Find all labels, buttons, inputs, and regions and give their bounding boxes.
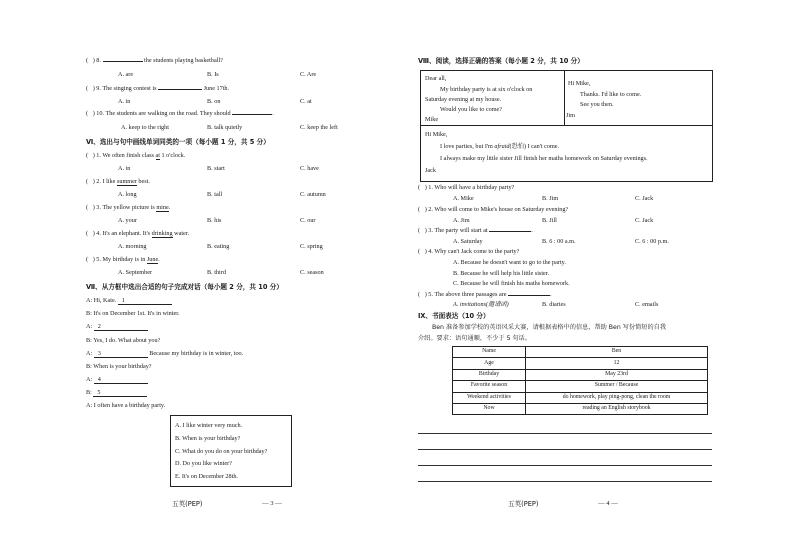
letter3-text: I love parties, but I'm [440, 143, 495, 150]
box-option-d: D. Do you like winter? [175, 460, 232, 467]
option-c: C. autumn [300, 191, 326, 198]
option-c: C. Jack [635, 217, 654, 224]
table-value: May 23rd [526, 369, 708, 380]
question-vi-1 [86, 153, 185, 160]
question-stem-end: . [158, 256, 160, 263]
letters-divider-horizontal [420, 125, 712, 126]
table-label: Birthday [453, 369, 526, 380]
dialogue-line-7 [86, 377, 148, 384]
table-row [453, 369, 708, 380]
question-stem: Who will have a birthday party? [434, 184, 515, 191]
letter1-signature: Mike [425, 116, 439, 123]
speaker: B: [86, 389, 92, 396]
letter2-line: Thanks. I'd like to come. [580, 91, 642, 98]
footer-subject: 五英(PEP) [172, 500, 203, 508]
question-number: ( ) 10. [86, 110, 106, 117]
question-number: ( ) 3. [418, 227, 435, 234]
option-b: B. diaries [542, 301, 566, 308]
question-viii-5: ( ) 5. The above three passages are . [418, 291, 552, 298]
dialogue-line-6 [86, 364, 152, 370]
option-a: A. Because he doesn't want to go to the party. [453, 259, 566, 266]
table-label: Age [453, 358, 526, 369]
underlined-word: drinking [151, 230, 173, 237]
dialogue-line-8 [86, 390, 147, 397]
option-b: B. Jim [542, 195, 559, 202]
writing-line[interactable] [418, 449, 712, 450]
section-vi-heading: Ⅵ、选出与句中画线单词同类的一项（每小题 1 分，共 5 分） [86, 138, 270, 146]
question-stem-end: water. [172, 230, 190, 237]
question-vi-4 [86, 231, 189, 238]
speaker: B: [86, 363, 92, 370]
blank-number: 3 [97, 350, 101, 357]
question-number: ( ) 1. [86, 152, 103, 159]
blank-number: 5 [97, 389, 101, 396]
table-row [453, 392, 708, 403]
dialogue-line-1 [86, 298, 172, 305]
speaker: A: [86, 376, 93, 383]
footer-page-number: — 3 — [262, 500, 282, 507]
answer-blank[interactable] [489, 231, 531, 232]
question-stem: We often finish class [102, 152, 156, 159]
option-b: B. third [207, 269, 226, 276]
question-stem: The party will start at [434, 227, 490, 234]
dialogue-blank[interactable] [94, 324, 148, 331]
table-label: Favorite season [453, 381, 526, 392]
dialogue-line-9 [86, 403, 165, 409]
dialogue-text: Hi, Kate. [93, 297, 118, 304]
question-stem: Why can't Jack come to the party? [434, 248, 520, 255]
letter3-signature: Jack [425, 167, 436, 174]
option-b: B. Because he will help his little sister. [453, 270, 550, 277]
option-b: B. Jill [542, 217, 557, 224]
letter1-line: Saturday evening at my house. [425, 96, 502, 103]
question-stem: The students are walking on the road. They should [105, 110, 233, 117]
option-a: A. in [118, 98, 131, 105]
question-stem: My birthday is in [102, 256, 147, 263]
question-stem: the students playing basketball? [142, 57, 223, 64]
table-row [453, 403, 708, 414]
writing-line[interactable] [418, 481, 712, 482]
box-option-c: C. What do you do on your birthday? [175, 448, 268, 455]
question-v-10 [86, 111, 274, 117]
letter1-line: My birthday party is at six o'clock on [440, 86, 533, 93]
dialogue-blank[interactable] [118, 298, 172, 305]
option-a: A. Mike [453, 195, 474, 202]
table-row [453, 347, 708, 358]
option-a: A. Jim [453, 217, 470, 224]
section-ix-heading: Ⅸ、书面表达（10 分） [418, 312, 490, 320]
question-viii-4 [418, 249, 519, 255]
underlined-word: at [155, 152, 160, 159]
box-option-e: E. It's on December 28th. [175, 473, 238, 480]
option-c: C. Are [300, 71, 317, 78]
table-label: Weekend activities [453, 392, 526, 403]
question-stem-end: . [168, 204, 171, 211]
section-vii-heading: Ⅶ、从方框中选出合适的句子完成对话（每小题 2 分，共 10 分） [86, 283, 283, 291]
option-c: C. Because he will finish his maths homework. [453, 280, 570, 287]
letter3-text: (恐怕) I can't come. [509, 143, 560, 150]
blank-number: 2 [97, 323, 101, 330]
question-stem: The singing contest is [102, 85, 159, 92]
option-a: A. Saturday [453, 238, 483, 245]
question-vi-3 [86, 205, 170, 212]
question-number: ( ) 4. [86, 230, 103, 237]
question-viii-3: ( ) 3. The party will start at . [418, 227, 533, 234]
option-b: B. his [207, 217, 222, 224]
dialogue-blank[interactable] [94, 351, 148, 358]
table-label: Now [453, 403, 526, 414]
question-number: ( ) 5. [418, 291, 435, 298]
table-label: Name [453, 347, 526, 358]
speaker: A: [86, 323, 93, 330]
question-vi-2 [86, 179, 150, 186]
option-a: A. long [118, 191, 137, 198]
letter1-greeting: Dear all, [425, 75, 447, 82]
section-viii-heading: Ⅷ、阅读，选择正确的答案（每小题 2 分，共 10 分） [418, 57, 584, 65]
option-c: C. have [300, 165, 319, 172]
question-stem-end: best. [136, 178, 150, 185]
dialogue-text: I often have a birthday party. [93, 402, 166, 409]
option-c: C. keep the left [300, 124, 338, 131]
dialogue-line-3 [86, 324, 148, 331]
table-value: reading an English storybook [526, 403, 708, 414]
option-c: C. at [300, 98, 312, 105]
table-row [453, 358, 708, 369]
underlined-word: summer [116, 178, 137, 185]
table-value: Ben [526, 347, 708, 358]
speaker: B: [86, 337, 92, 344]
letter3-line-2: I always make my little sister Jill finish her maths homework on Saturday evenings. [440, 155, 648, 162]
dialogue-blank[interactable] [94, 377, 148, 384]
option-a: A. morning [118, 243, 147, 250]
footer-subject: 五英(PEP) [508, 500, 539, 508]
underlined-word: June [146, 256, 159, 263]
option-a: A. September [118, 269, 153, 276]
dialogue-line-5 [86, 351, 243, 358]
question-number: ( ) 4. [418, 248, 435, 255]
question-number: ( ) 8. [86, 57, 103, 64]
writing-line[interactable] [418, 465, 712, 466]
info-table [452, 346, 708, 415]
table-value: 12 [526, 358, 708, 369]
answer-blank[interactable] [508, 295, 550, 296]
question-stem: I like [102, 178, 117, 185]
option-b: B. tall [207, 191, 223, 198]
option-b: B. talk quietly [207, 124, 243, 131]
answer-blank[interactable] [103, 61, 143, 62]
dialogue-text: Because my birthday is in winter, too. [147, 350, 244, 357]
option-a: A. your [118, 217, 137, 224]
option-b: B. start [207, 165, 225, 172]
option-c: C. Jack [635, 195, 654, 202]
box-option-a: A. I like winter very much. [175, 422, 243, 429]
question-viii-2 [418, 207, 568, 213]
letter2-signature: Jim [566, 112, 575, 119]
question-v-8 [86, 58, 223, 64]
option-a: A. in [118, 165, 131, 172]
letter3-italic-word: afraid [494, 143, 510, 150]
table-value: Summer / Because [526, 381, 708, 392]
question-number: ( ) 5. [86, 256, 103, 263]
writing-line[interactable] [418, 433, 712, 434]
box-option-b: B. When is your birthday? [175, 435, 241, 442]
option-b: B. 6 : 00 a.m. [542, 238, 576, 245]
blank-number: 4 [97, 376, 101, 383]
dialogue-line-2 [86, 311, 180, 317]
option-b: B. eating [207, 243, 230, 250]
option-a: A. are [118, 71, 134, 78]
footer-page-number: — 4 — [598, 500, 618, 507]
underlined-word: mine [156, 204, 169, 211]
dialogue-line-4 [86, 338, 160, 344]
option-a: A. keep to the right [121, 124, 169, 131]
letter3-line-1 [440, 144, 559, 150]
option-b: B. Is [207, 71, 219, 78]
instructions-line-1: Ben 准备参加学校的英语风采大赛，请根据表格中的信息，帮助 Ben 写份简短的自我 [432, 324, 667, 331]
option-c: C. emails [635, 301, 659, 308]
option-c: C. 6 : 00 p.m. [635, 238, 669, 245]
question-number: ( ) 2. [86, 178, 103, 185]
speaker: A: [86, 297, 93, 304]
answer-blank[interactable] [158, 89, 202, 90]
answer-blank[interactable] [232, 114, 272, 115]
question-number: ( ) 9. [86, 85, 103, 92]
speaker: A: [86, 350, 93, 357]
letter3-greeting: Hi Mike, [425, 131, 448, 138]
letter1-line: Would you like to come? [440, 106, 503, 113]
instructions-line-2: 介绍。要求：语句通顺，不少于 5 句话。 [418, 335, 532, 342]
letter2-greeting: Hi Mike, [568, 80, 591, 87]
letters-divider-vertical [564, 70, 565, 125]
question-stem-end: 1 o'clock. [159, 152, 186, 159]
question-stem-end: . [272, 110, 274, 117]
speaker: A: [86, 402, 93, 409]
dialogue-text: Yes, I do. What about you? [93, 337, 161, 344]
question-v-9 [86, 86, 229, 92]
question-number: ( ) 3. [86, 204, 103, 211]
question-viii-1 [418, 185, 514, 191]
dialogue-text: It's on December 1st. It's in winter. [93, 310, 180, 317]
dialogue-blank[interactable] [93, 390, 147, 397]
option-a: A. invitations(邀请函) [453, 301, 509, 308]
dialogue-text: When is your birthday? [93, 363, 152, 370]
question-number: ( ) 1. [418, 184, 435, 191]
speaker: B: [86, 310, 92, 317]
question-stem: It's an elephant. It's [102, 230, 152, 237]
blank-number: 1 [121, 297, 125, 304]
table-row [453, 381, 708, 392]
question-vi-5 [86, 257, 160, 264]
option-c: C. our [300, 217, 316, 224]
letter2-line: See you then. [580, 101, 614, 108]
question-stem-end: June 17th. [202, 85, 230, 92]
question-stem: Who will come to Mike's house on Saturday evening? [434, 206, 569, 213]
question-number: ( ) 2. [418, 206, 435, 213]
table-value: do homework, play ping-pong, clean the room [526, 392, 708, 403]
option-c: C. season [300, 269, 324, 276]
option-b: B. on [207, 98, 221, 105]
question-stem: The above three passages are [434, 291, 509, 298]
option-c: C. spring [300, 243, 323, 250]
question-stem: The yellow picture is [102, 204, 157, 211]
